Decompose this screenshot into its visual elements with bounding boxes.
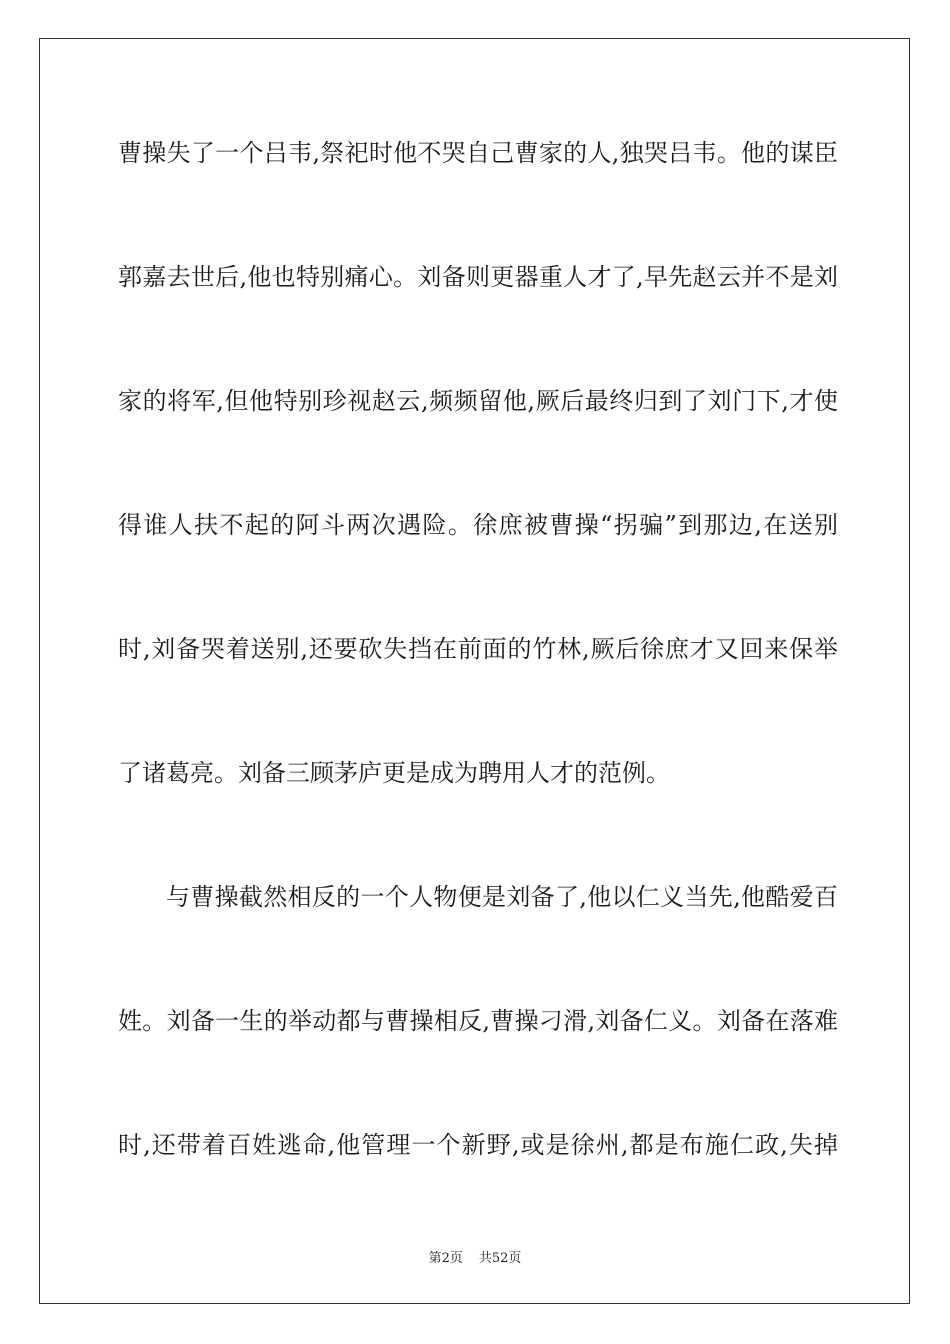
paragraph-line: 家的将军,但他特别珍视赵云,频频留他,厥后最终归到了刘门下,才使 (118, 387, 838, 415)
paragraph-line: 得谁人扶不起的阿斗两次遇险。徐庶被曹操“拐骗”到那边,在送别 (118, 511, 838, 539)
paragraph-line: 与曹操截然相反的一个人物便是刘备了,他以仁义当先,他酷爱百 (166, 883, 838, 911)
page-border (39, 38, 910, 1304)
page-footer (0, 1247, 950, 1266)
paragraph-line: 郭嘉去世后,他也特别痛心。刘备则更器重人才了,早先赵云并不是刘 (118, 263, 838, 291)
paragraph-line: 时,刘备哭着送别,还要砍失挡在前面的竹林,厥后徐庶才又回来保举 (118, 635, 838, 663)
paragraph-line: 了诸葛亮。刘备三顾茅庐更是成为聘用人才的范例。 (118, 759, 670, 787)
paragraph-line: 姓。刘备一生的举动都与曹操相反,曹操刁滑,刘备仁义。刘备在落难 (118, 1007, 838, 1035)
paragraph-line: 曹操失了一个吕韦,祭祀时他不哭自己曹家的人,独哭吕韦。他的谋臣 (118, 139, 838, 167)
paragraph-line: 时,还带着百姓逃命,他管理一个新野,或是徐州,都是布施仁政,失掉 (118, 1131, 838, 1159)
page-number: 第2页 (428, 1251, 463, 1266)
page-total: 共52页 (478, 1251, 522, 1266)
